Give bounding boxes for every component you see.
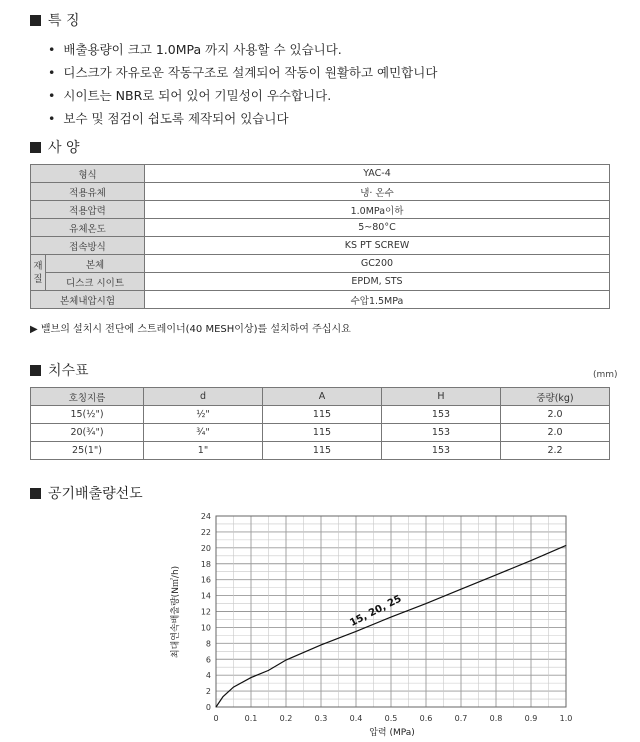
feature-item: • 배출용량이 크고 1.0MPa 까지 사용할 수 있습니다.: [48, 42, 342, 57]
table-cell: 115: [263, 424, 382, 442]
table-cell: 153: [382, 424, 501, 442]
features-title: 특 징: [30, 10, 80, 30]
table-cell: 115: [263, 406, 382, 424]
unit-label: (mm): [593, 370, 618, 380]
data-point: [268, 670, 269, 671]
data-point: [496, 574, 497, 575]
data-point: [321, 645, 322, 646]
data-point: [461, 589, 462, 590]
spec-label: 디스크 시이트: [46, 273, 145, 291]
x-tick-label: 0.9: [524, 714, 538, 723]
data-point: [531, 560, 532, 561]
spec-title: 사 양: [30, 137, 80, 157]
spec-label: 본체: [46, 255, 145, 273]
x-axis-label: 압력 (MPa): [369, 728, 415, 738]
spec-value: 수압1.5MPa: [145, 291, 610, 309]
column-header: A: [263, 388, 382, 406]
table-cell: 115: [263, 442, 382, 460]
series-label: 15, 20, 25: [348, 593, 404, 629]
table-cell: 2.2: [501, 442, 610, 460]
feature-item: • 디스크가 자유로운 작동구조로 설계되어 작동이 원활하고 예민합니다: [48, 65, 438, 80]
x-tick-label: 0.3: [314, 714, 328, 723]
x-tick-label: 0: [213, 714, 219, 723]
spec-label: 형식: [31, 165, 145, 183]
chart-grid: [216, 516, 566, 707]
y-tick-label: 2: [205, 687, 211, 697]
y-tick-label: 24: [200, 512, 211, 521]
spec-value: 1.0MPa이하: [145, 201, 610, 219]
y-tick-label: 18: [200, 559, 211, 569]
feature-item: • 시이트는 NBR로 되어 있어 기밀성이 우수합니다.: [48, 88, 332, 103]
y-tick-label: 16: [200, 575, 211, 585]
y-tick-label: 0: [205, 703, 211, 712]
table-cell: 1": [144, 442, 263, 460]
x-tick-label: 0.6: [419, 714, 433, 723]
table-cell: 2.0: [501, 424, 610, 442]
data-point: [391, 617, 392, 618]
table-cell: 25(1"): [31, 442, 144, 460]
y-tick-label: 10: [200, 623, 211, 633]
table-cell: 20(¾"): [31, 424, 144, 442]
spec-value: YAC-4: [145, 165, 610, 183]
spec-value: EPDM, STS: [145, 273, 610, 291]
spec-label: 적용유체: [31, 183, 145, 201]
y-tick-label: 14: [200, 591, 211, 601]
column-header: 호칭지름: [31, 388, 144, 406]
column-header: d: [144, 388, 263, 406]
x-tick-label: 0.1: [244, 714, 258, 723]
x-tick-label: 0.8: [489, 714, 503, 723]
spec-label: 적용압력: [31, 201, 145, 219]
material-label: 재질: [31, 255, 46, 291]
data-point: [356, 631, 357, 632]
y-tick-label: 22: [200, 527, 211, 537]
spec-label: 접속방식: [31, 237, 145, 255]
spec-value: 냉· 온수: [145, 183, 610, 201]
x-tick-label: 0.5: [384, 714, 398, 723]
spec-value: KS PT SCREW: [145, 237, 610, 255]
chart-section-title: 공기배출량선도: [30, 483, 143, 503]
x-tick-label: 0.2: [279, 714, 293, 723]
table-cell: 2.0: [501, 406, 610, 424]
table-cell: 153: [382, 406, 501, 424]
table-cell: ½": [144, 406, 263, 424]
data-point: [286, 660, 287, 661]
spec-value: 5~80°C: [145, 219, 610, 237]
y-axis-label: 최대연속배출량(N㎥/h): [171, 565, 181, 659]
x-tick-label: 1.0: [559, 714, 573, 723]
spec-value: GC200: [145, 255, 610, 273]
y-tick-label: 6: [205, 655, 211, 665]
dims-title: 치수표: [30, 360, 89, 380]
y-tick-label: 12: [200, 607, 211, 617]
y-tick-label: 20: [200, 543, 211, 553]
data-point: [251, 677, 252, 678]
x-tick-label: 0.4: [349, 714, 363, 723]
data-point: [216, 707, 217, 708]
install-note: ▶ 밸브의 설치시 전단에 스트레이너(40 MESH이상)를 설치하여 주십시요: [30, 324, 351, 335]
spec-label: 유체온도: [31, 219, 145, 237]
spec-label: 본체내압시험: [31, 291, 145, 309]
data-point: [426, 603, 427, 604]
y-tick-label: 4: [205, 671, 211, 681]
feature-item: • 보수 및 점검이 쉽도록 제작되어 있습니다: [48, 111, 289, 126]
data-point: [223, 696, 224, 697]
table-cell: 153: [382, 442, 501, 460]
column-header: 중량(kg): [501, 388, 610, 406]
table-cell: 15(½"): [31, 406, 144, 424]
y-tick-label: 8: [205, 639, 211, 649]
data-point: [566, 545, 567, 546]
column-header: H: [382, 388, 501, 406]
data-point: [233, 687, 234, 688]
table-cell: ¾": [144, 424, 263, 442]
x-tick-label: 0.7: [454, 714, 468, 723]
